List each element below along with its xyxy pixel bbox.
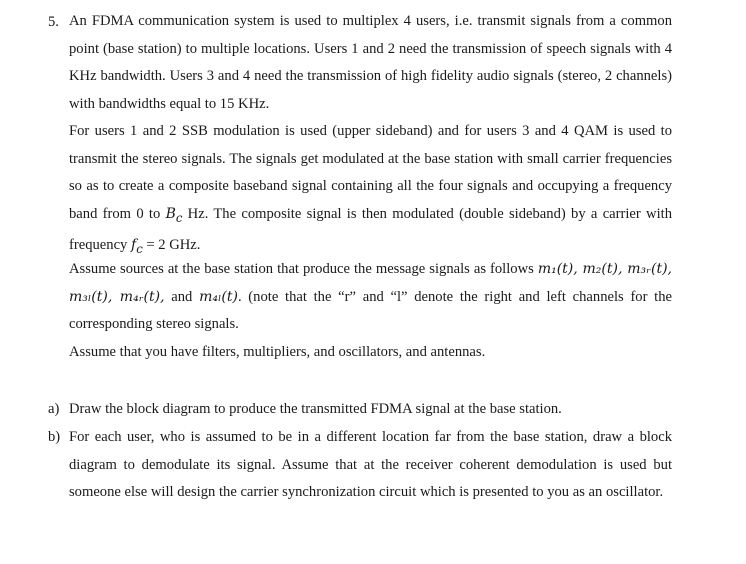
question-paragraph-intro: An FDMA communication system is used to multiplex 4 users, i.e. transmit signals from a common point (base station) to multiple locations. Users 1 and 2 need the transmission of speech signals with 4 KHz bandwidth. Users 3 and 4 need the transmission of high fidelity audio signals (stereo, 2 channels) with bandwidths equal to 15 KHz. <box>69 13 672 112</box>
sources-text-end: . (note that the “r” and “l” denote the right and left channels for the corresponding stereo signals. <box>69 288 673 333</box>
question-paragraph-modulation <box>69 118 672 264</box>
part-b-text: For each user, who is assumed to be in a different location far from the base station, draw a block diagram to demodulate its signal. Assume that at the receiver coherent demodulation is used but someone else will design the carrier synchronization circuit which is presented to you as an oscillator. <box>69 429 672 501</box>
question-paragraph-sources <box>69 256 672 339</box>
modulation-text-middle: Hz. The composite signal is then modulated (double sideband) by a carrier with frequency <box>69 205 672 254</box>
sources-and: and <box>164 288 200 305</box>
part-a-text: Draw the block diagram to produce the transmitted FDMA signal at the base station. <box>69 401 562 417</box>
part-a-label: a) <box>48 401 60 417</box>
part-b-label: b) <box>48 429 61 445</box>
question-number: 5. <box>48 14 59 30</box>
message-signals: m₁(t), m₂(t), m₃ᵣ(t), m₃ₗ(t), m₄ᵣ(t), <box>69 261 672 305</box>
modulation-text-end: = 2 GHz. <box>142 237 201 254</box>
modulation-text-start: For users 1 and 2 SSB modulation is used (upper sideband) and for users 3 and 4 QAM is used to transmit the stereo signals. The signals get modulated at the base station with small carrier frequencies so as to create a composite baseband signal containing all the four signals and occupying a frequency band from 0 to <box>69 123 672 222</box>
sources-text-start: Assume sources at the base station that produce the message signals as follows <box>69 261 538 277</box>
message-signal-last: m₄ₗ(t) <box>199 288 238 305</box>
carrier-frequency-symbol: $f_c$ <box>131 237 143 256</box>
bandwidth-symbol: $B_c$ <box>165 205 183 225</box>
question-paragraph-assumptions: Assume that you have filters, multipliers, and oscillators, and antennas. <box>69 344 486 360</box>
